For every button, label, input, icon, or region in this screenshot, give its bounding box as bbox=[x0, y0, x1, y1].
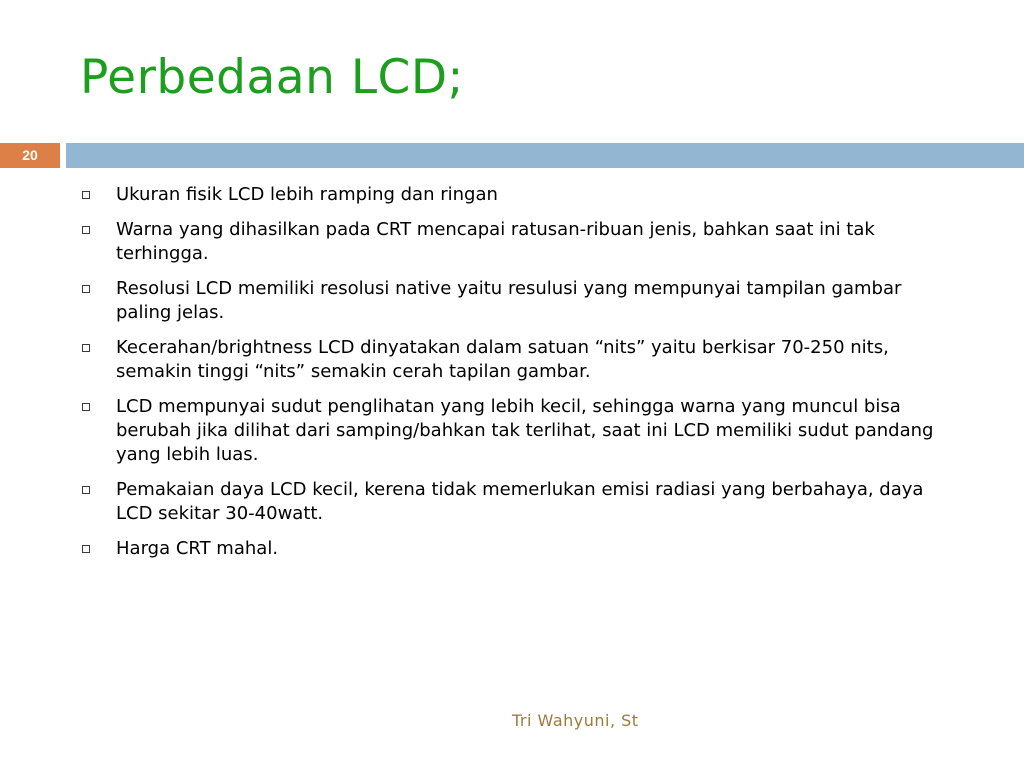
list-item-text: Kecerahan/brightness LCD dinyatakan dalam satuan “nits” yaitu berkisar 70-250 nits, semakin tinggi “nits” semakin cerah tapilan gambar. bbox=[116, 337, 889, 382]
list-item-text: Warna yang dihasilkan pada CRT mencapai ratusan-ribuan jenis, bahkan saat ini tak terhingga. bbox=[116, 219, 875, 264]
square-bullet-icon bbox=[82, 226, 90, 234]
square-bullet-icon bbox=[82, 344, 90, 352]
list-item bbox=[80, 336, 950, 384]
slide-number-badge: 20 bbox=[0, 143, 60, 168]
slide-title: Perbedaan LCD; bbox=[80, 50, 464, 105]
square-bullet-icon bbox=[82, 403, 90, 411]
list-item-text: Harga CRT mahal. bbox=[116, 538, 279, 559]
list-item bbox=[80, 478, 950, 526]
header-band bbox=[66, 143, 1024, 168]
list-item-text: Pemakaian daya LCD kecil, kerena tidak memerlukan emisi radiasi yang berbahaya, daya LCD sekitar 30-40watt. bbox=[116, 479, 924, 524]
list-item bbox=[80, 395, 950, 467]
list-item bbox=[80, 277, 950, 325]
square-bullet-icon bbox=[82, 545, 90, 553]
square-bullet-icon bbox=[82, 191, 90, 199]
square-bullet-icon bbox=[82, 285, 90, 293]
footer-author: Tri Wahyuni, St bbox=[512, 711, 639, 730]
list-item bbox=[80, 537, 950, 561]
list-item-text: Resolusi LCD memiliki resolusi native yaitu resulusi yang mempunyai tampilan gambar paling jelas. bbox=[116, 278, 902, 323]
list-item-text: Ukuran fisik LCD lebih ramping dan ringan bbox=[116, 184, 498, 205]
list-item bbox=[80, 218, 950, 266]
bullet-list bbox=[80, 183, 950, 572]
square-bullet-icon bbox=[82, 486, 90, 494]
list-item-text: LCD mempunyai sudut penglihatan yang lebih kecil, sehingga warna yang muncul bisa berubah jika dilihat dari samping/bahkan tak terlihat, saat ini LCD memiliki sudut pandang yang lebih luas. bbox=[116, 396, 934, 465]
list-item bbox=[80, 183, 950, 207]
